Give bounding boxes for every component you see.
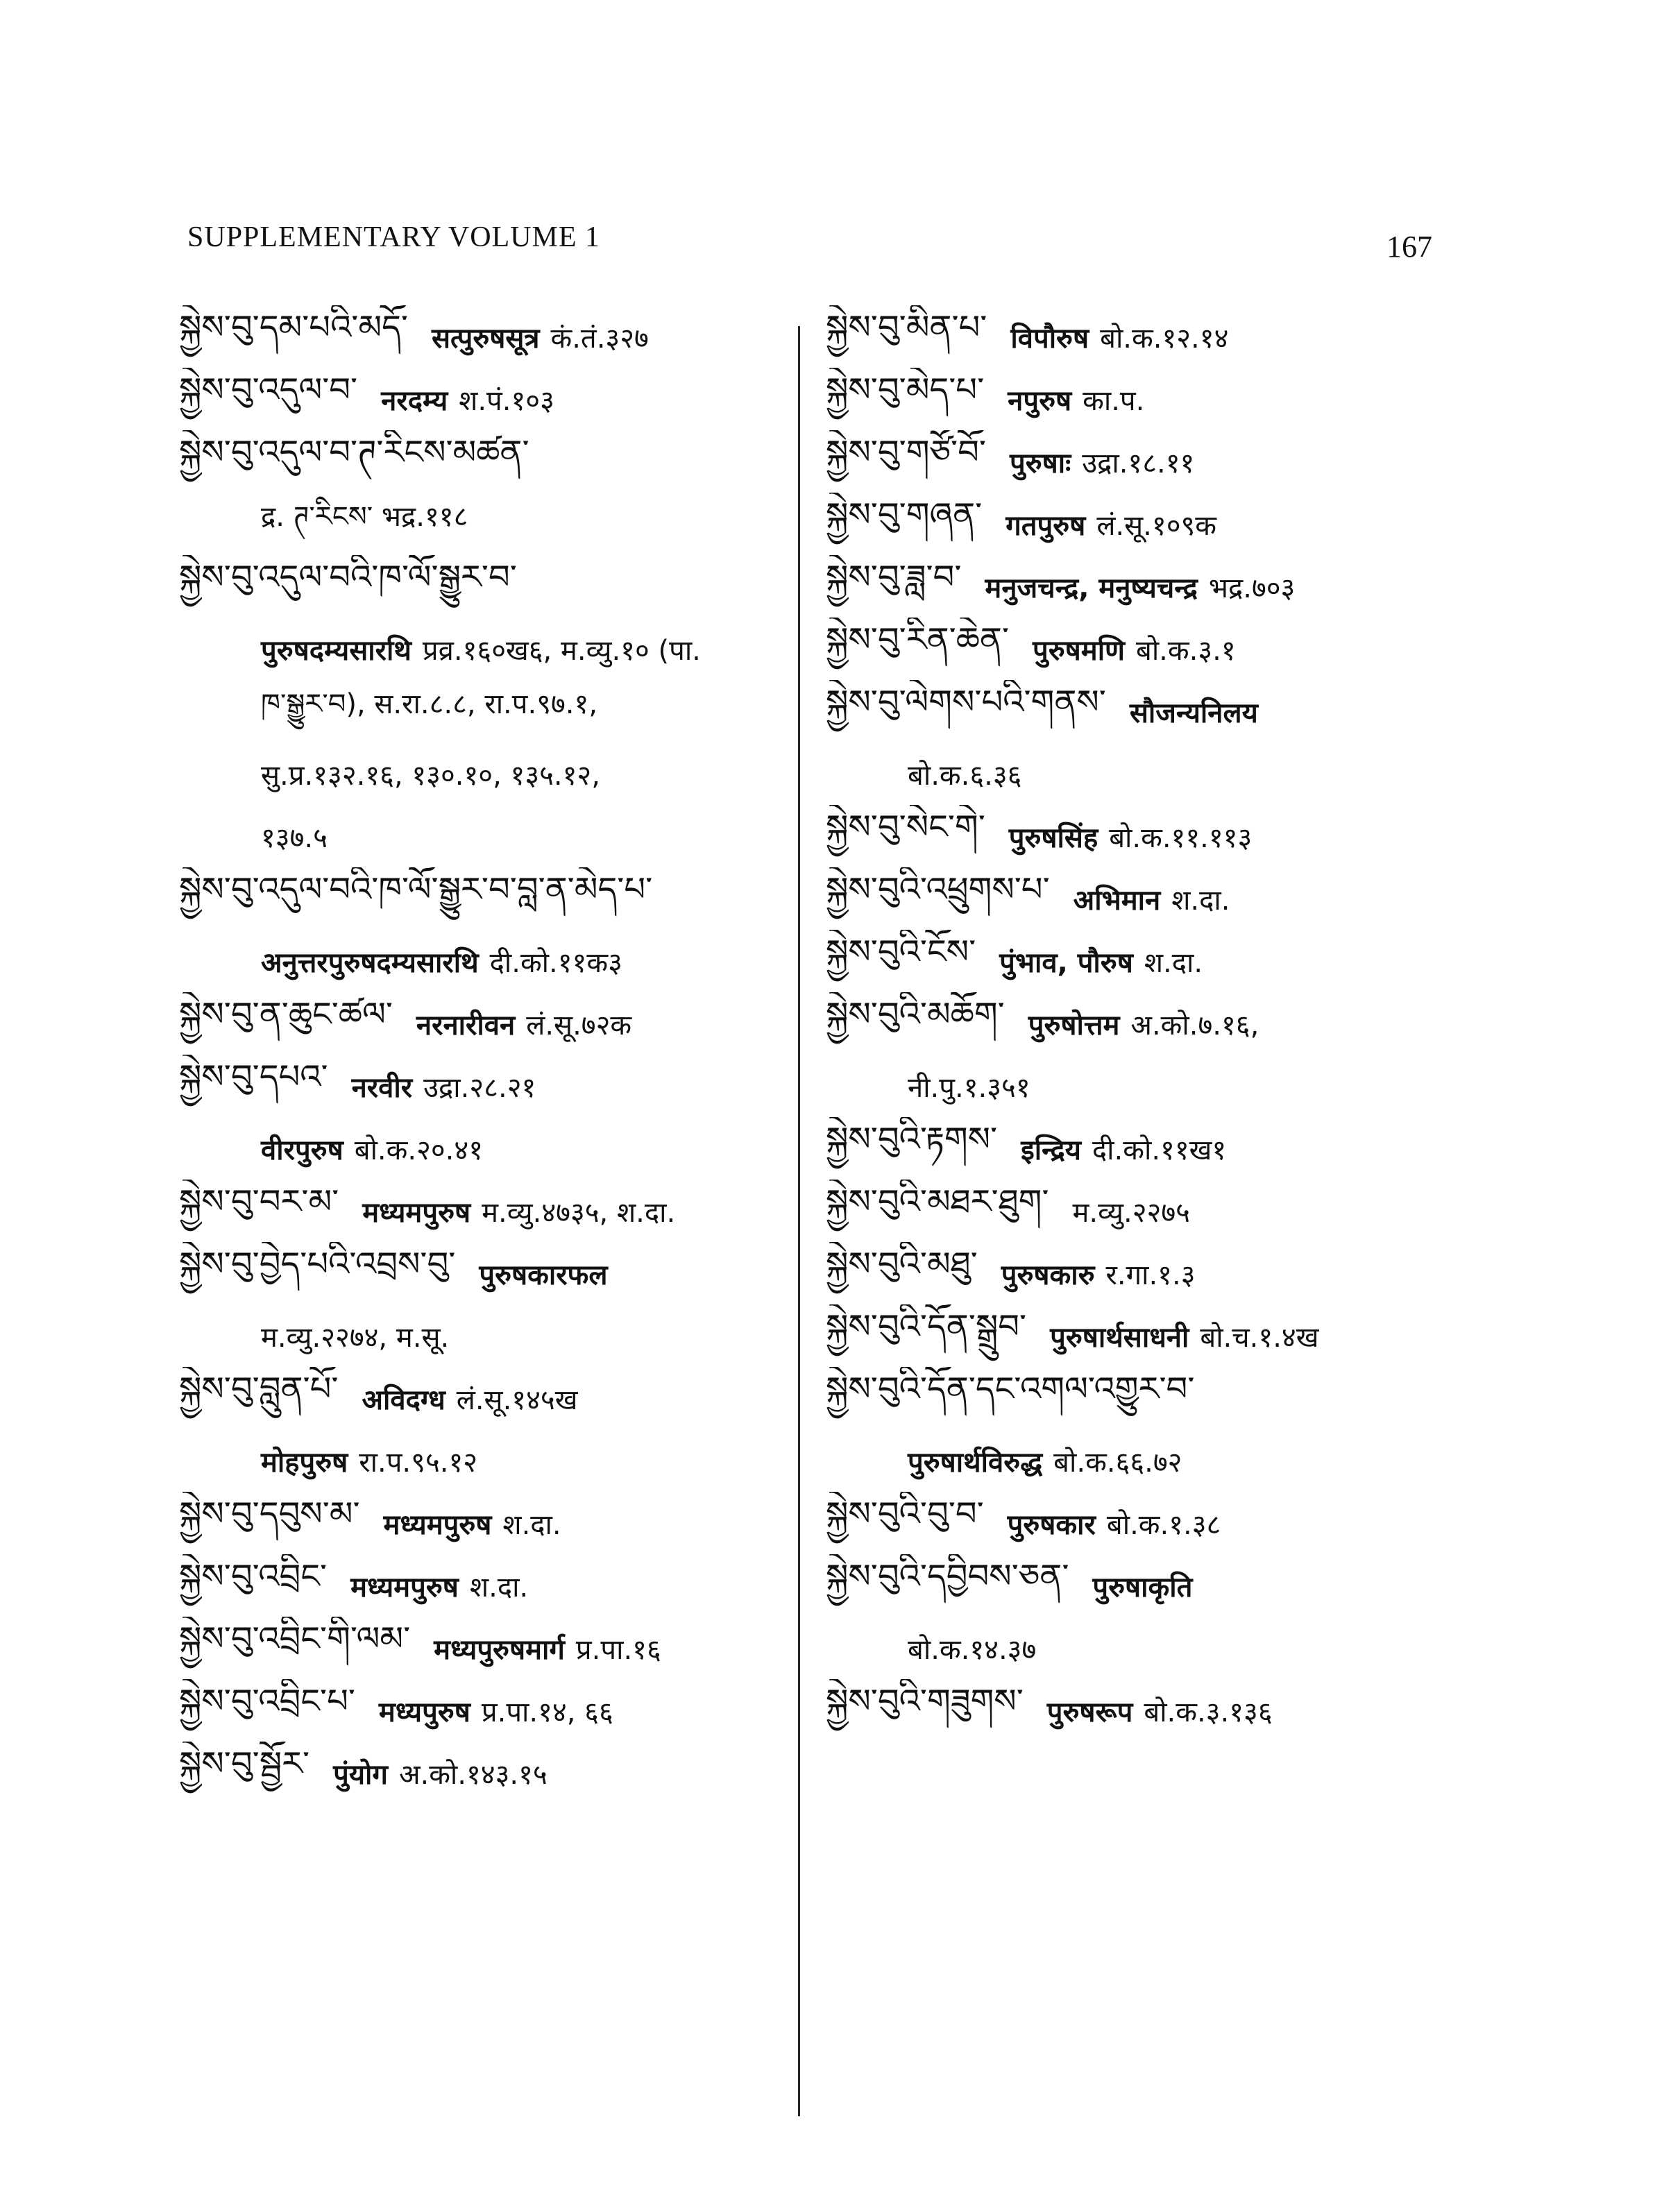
sanskrit-term: सत्पुरुषसूत्र — [431, 322, 540, 355]
dictionary-line — [179, 1180, 804, 1242]
dictionary-line — [826, 1304, 1492, 1367]
sanskrit-term: मनुजचन्द्र, मनुष्यचन्द्र — [985, 572, 1198, 604]
source-reference: ཁ་སྒྱུར་བ), स.रा.८.८, रा.प.९७.१, — [261, 688, 598, 720]
dictionary-line — [179, 555, 804, 618]
source-reference: कं.तं.३२७ — [550, 322, 649, 355]
dictionary-line — [826, 1492, 1492, 1554]
left-column — [179, 305, 804, 1804]
sanskrit-term: मध्यमपुरुष — [383, 1508, 492, 1541]
tibetan-headword: སྐྱེས་བུ་དབུས་མ་ — [179, 1494, 360, 1533]
source-reference: बो.क.१२.१४ — [1100, 322, 1229, 355]
tibetan-headword: སྐྱེས་བུ་འདུལ་བ་ཊ་རིངས་མཚན་ — [179, 432, 529, 472]
dictionary-line — [179, 1554, 804, 1617]
dictionary-line — [179, 992, 804, 1055]
dictionary-line — [179, 1242, 804, 1304]
tibetan-headword: སྐྱེས་བུ་སྦྱོར་ — [179, 1744, 310, 1783]
dictionary-line — [826, 930, 1492, 992]
tibetan-headword: སྐྱེས་བུ་བླུན་པོ་ — [179, 1369, 339, 1409]
sanskrit-term: नरवीर — [351, 1071, 413, 1104]
dictionary-line — [179, 1367, 804, 1429]
source-reference: नी.पु.१.३५१ — [908, 1071, 1030, 1104]
source-reference: बो.च.१.४ख — [1200, 1321, 1319, 1354]
tibetan-headword: སྐྱེས་བུ་འབྲིང་གི་ལམ་ — [179, 1619, 411, 1658]
sanskrit-term: पुरुषाः — [1009, 447, 1071, 479]
source-reference: दी.को.११ख१ — [1092, 1134, 1227, 1166]
tibetan-headword: སྐྱེས་བུའི་རྟགས་ — [826, 1119, 998, 1159]
sanskrit-term: पुरुषार्थसाधनी — [1050, 1321, 1189, 1354]
tibetan-headword: སྐྱེས་བུའི་མཆོག་ — [826, 994, 1005, 1034]
dictionary-line — [826, 430, 1492, 493]
tibetan-headword: སྐྱེས་བུའི་བུ་བ་ — [826, 1494, 984, 1533]
source-reference: श.दा. — [1171, 884, 1230, 917]
tibetan-headword: སྐྱེས་བུ་བར་མ་ — [179, 1182, 339, 1221]
tibetan-headword: སྐྱེས་བུ་འདུལ་བའི་ཁ་ལོ་སྒྱུར་བ་བླ་ན་མེད་པ་ — [179, 869, 653, 909]
source-reference: दी.को.११क३ — [489, 946, 622, 979]
tibetan-headword: སྐྱེས་བུ་ལེགས་པའི་གནས་ — [826, 682, 1106, 722]
dictionary-line — [826, 1429, 1492, 1492]
source-reference: बो.क.१४.३७ — [908, 1633, 1037, 1666]
source-reference: र.गा.१.३ — [1105, 1259, 1196, 1291]
source-reference: बो.क.२०.४१ — [354, 1134, 483, 1166]
dictionary-line — [179, 1117, 804, 1180]
dictionary-line — [826, 368, 1492, 430]
dictionary-line — [179, 305, 804, 368]
tibetan-headword: སྐྱེས་བུ་དཔའ་ — [179, 1057, 328, 1096]
tibetan-headword: སྐྱེས་བུ་རིན་ཆེན་ — [826, 620, 1010, 659]
source-reference: उद्रा.१८.११ — [1082, 447, 1195, 479]
tibetan-headword: སྐྱེས་བུའི་དོན་སྒྲུབ་ — [826, 1307, 1027, 1346]
source-reference: श.पं.१०३ — [459, 384, 554, 417]
sanskrit-term: पुरुषरूप — [1046, 1696, 1133, 1728]
source-reference: रा.प.९५.१२ — [359, 1446, 478, 1479]
dictionary-line — [826, 1554, 1492, 1617]
source-reference: का.प. — [1083, 384, 1145, 417]
dictionary-line — [179, 805, 804, 867]
dictionary-line — [826, 1055, 1492, 1117]
dictionary-line — [179, 1492, 804, 1554]
column-divider — [798, 326, 800, 2116]
sanskrit-term: सौजन्यनिलय — [1129, 697, 1258, 729]
dictionary-line — [826, 805, 1492, 867]
dictionary-line — [179, 1304, 804, 1367]
sanskrit-term: इन्द्रिय — [1021, 1134, 1081, 1166]
source-reference: म.व्यु.४७३५, श.दा. — [482, 1196, 676, 1229]
sanskrit-term: पुरुषोत्तम — [1028, 1009, 1120, 1041]
sanskrit-term: नरनारीवन — [416, 1009, 516, 1041]
tibetan-headword: སྐྱེས་བུའི་དབྱིབས་ཅན་ — [826, 1556, 1069, 1596]
source-reference: श.दा. — [1144, 946, 1203, 979]
source-reference: अ.को.१४३.१५ — [398, 1758, 548, 1791]
sanskrit-term: पुरुषदम्यसारथि — [261, 634, 411, 667]
source-reference: बो.क.१.३८ — [1106, 1508, 1221, 1541]
dictionary-line — [179, 1055, 804, 1117]
dictionary-line — [179, 1429, 804, 1492]
tibetan-headword: སྐྱེས་བུ་མེད་པ་ — [826, 370, 985, 409]
dictionary-line — [179, 1742, 804, 1804]
source-reference: बो.क.११.११३ — [1109, 822, 1253, 854]
dictionary-line — [826, 992, 1492, 1055]
sanskrit-term: अविदग्ध — [362, 1384, 446, 1416]
dictionary-line — [179, 680, 804, 742]
dictionary-line — [826, 493, 1492, 555]
dictionary-line — [179, 430, 804, 493]
tibetan-headword: སྐྱེས་བུ་གཙོ་བོ་ — [826, 432, 986, 472]
tibetan-headword: སྐྱེས་བུ་འབྲིང་པ་ — [179, 1681, 355, 1721]
sanskrit-term: पुरुषाकृति — [1092, 1571, 1193, 1603]
dictionary-line — [826, 1242, 1492, 1304]
dictionary-line — [826, 618, 1492, 680]
page-number: 167 — [1386, 230, 1432, 264]
source-reference: १३७.५ — [261, 822, 328, 854]
tibetan-headword: སྐྱེས་བུ་ཟླ་བ་ — [826, 557, 962, 597]
dictionary-line — [826, 1117, 1492, 1180]
tibetan-headword: སྐྱེས་བུའི་འཕྲུགས་པ་ — [826, 869, 1050, 909]
dictionary-line — [826, 867, 1492, 930]
sanskrit-term: गतपुरुष — [1006, 509, 1086, 542]
tibetan-headword: སྐྱེས་བུའི་མཐུ་ — [826, 1244, 978, 1284]
dictionary-line — [826, 555, 1492, 618]
source-reference: लं.सू.१०९क — [1096, 509, 1217, 542]
sanskrit-term: मध्यमपुरुष — [362, 1196, 471, 1229]
tibetan-headword: སྐྱེས་བུ་འདུལ་བ་ — [179, 370, 358, 409]
tibetan-headword: སྐྱེས་བུ་ན་ཆུང་ཚལ་ — [179, 994, 393, 1034]
tibetan-headword: སྐྱེས་བུ་དམ་པའི་མདོ་ — [179, 307, 408, 347]
tibetan-headword: སྐྱེས་བུའི་མཐར་ཐུག་ — [826, 1182, 1049, 1221]
dictionary-line — [179, 742, 804, 805]
sanskrit-term: मध्यपुरुषमार्ग — [434, 1633, 565, 1666]
sanskrit-term: अनुत्तरपुरुषदम्यसारथि — [261, 946, 479, 979]
tibetan-headword: སྐྱེས་བུ་མིན་པ་ — [826, 307, 987, 347]
tibetan-headword: སྐྱེས་བུ་འབྲིང་ — [179, 1556, 328, 1596]
source-reference: लं.सू.१४५ख — [456, 1384, 578, 1416]
source-reference: सु.प्र.१३२.१६, १३०.१०, १३५.१२, — [261, 759, 600, 792]
source-reference: भद्र.७०३ — [1208, 572, 1296, 604]
right-column — [826, 305, 1492, 1742]
source-reference: उद्रा.२८.२१ — [423, 1071, 536, 1104]
dictionary-line — [179, 1679, 804, 1742]
source-reference: द्र. ཊ་རིངས་ भद्र.११८ — [261, 500, 468, 533]
sanskrit-term: मध्यपुरुष — [378, 1696, 470, 1728]
dictionary-line — [826, 1367, 1492, 1429]
dictionary-line — [179, 867, 804, 930]
source-reference: बो.क.६.३६ — [908, 759, 1022, 792]
sanskrit-term: विपौरुष — [1010, 322, 1089, 355]
sanskrit-term: वीरपुरुष — [261, 1134, 343, 1166]
dictionary-line — [826, 1617, 1492, 1679]
dictionary-line — [179, 1617, 804, 1679]
source-reference: बो.क.६६.७२ — [1053, 1446, 1182, 1479]
tibetan-headword: སྐྱེས་བུ་གཞན་ — [826, 495, 983, 534]
tibetan-headword: སྐྱེས་བུ་བྱེད་པའི་འབྲས་བུ་ — [179, 1244, 456, 1284]
tibetan-headword: སྐྱེས་བུའི་དོན་དང་འགལ་འགྱུར་བ་ — [826, 1369, 1195, 1409]
sanskrit-term: मध्यमपुरुष — [350, 1571, 459, 1603]
sanskrit-term: पुरुषमणि — [1033, 634, 1125, 667]
tibetan-headword: སྐྱེས་བུ་འདུལ་བའི་ཁ་ལོ་སྒྱུར་བ་ — [179, 557, 517, 597]
source-reference: श.दा. — [469, 1571, 529, 1603]
source-reference: प्रव्र.१६०ख६, म.व्यु.१० (पा. — [422, 634, 701, 667]
source-reference: प्र.पा.१४, ६६ — [481, 1696, 613, 1728]
dictionary-line — [826, 1679, 1492, 1742]
sanskrit-term: पुंयोग — [333, 1758, 388, 1791]
sanskrit-term: पुरुषकारफल — [479, 1259, 608, 1291]
sanskrit-term: पुरुषसिंह — [1008, 822, 1098, 854]
source-reference: म.व्यु.२२७४, म.सू. — [261, 1321, 450, 1354]
sanskrit-term: नपुरुष — [1008, 384, 1072, 417]
sanskrit-term: नरदम्य — [381, 384, 448, 417]
dictionary-line — [179, 493, 804, 555]
sanskrit-term: पुंभाव, पौरुष — [999, 946, 1133, 979]
tibetan-headword: སྐྱེས་བུ་སེང་གེ་ — [826, 807, 985, 846]
source-reference: प्र.पा.१६ — [575, 1633, 661, 1666]
sanskrit-term: अभिमान — [1073, 884, 1161, 917]
sanskrit-term: पुरुषकारु — [1001, 1259, 1095, 1291]
running-header: SUPPLEMENTARY VOLUME 1 — [187, 221, 601, 253]
dictionary-line — [826, 680, 1492, 742]
source-reference: बो.क.३.१ — [1135, 634, 1236, 667]
source-reference: म.व्यु.२२७५ — [1072, 1196, 1190, 1229]
sanskrit-term: पुरुषकार — [1007, 1508, 1096, 1541]
dictionary-line — [179, 618, 804, 680]
dictionary-line — [179, 930, 804, 992]
source-reference: बो.क.३.१३६ — [1144, 1696, 1273, 1728]
dictionary-line — [826, 305, 1492, 368]
source-reference: लं.सू.७२क — [526, 1009, 632, 1041]
source-reference: अ.को.७.१६, — [1130, 1009, 1259, 1041]
tibetan-headword: སྐྱེས་བུའི་གཟུགས་ — [826, 1681, 1024, 1721]
dictionary-line — [179, 368, 804, 430]
source-reference: श.दा. — [502, 1508, 561, 1541]
dictionary-line — [826, 742, 1492, 805]
sanskrit-term: मोहपुरुष — [261, 1446, 348, 1479]
sanskrit-term: पुरुषार्थविरुद्ध — [908, 1446, 1043, 1479]
dictionary-line — [826, 1180, 1492, 1242]
tibetan-headword: སྐྱེས་བུའི་ངོས་ — [826, 932, 976, 971]
